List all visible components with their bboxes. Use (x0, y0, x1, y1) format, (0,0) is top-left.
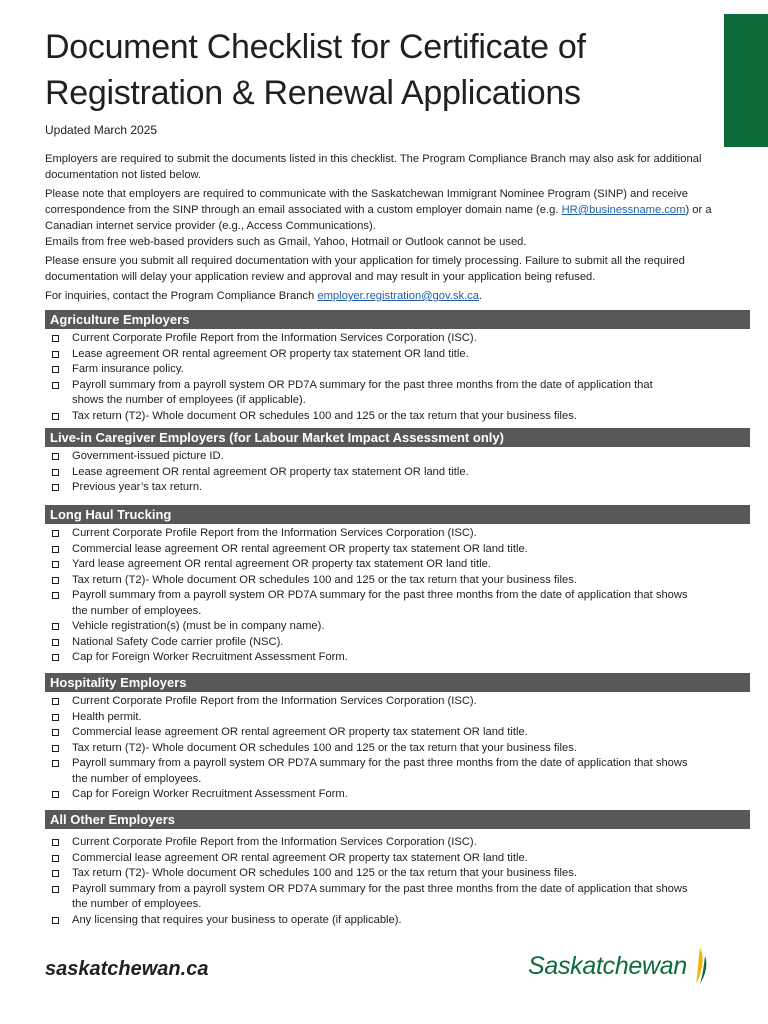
checklist-item (45, 362, 750, 378)
checklist-item-text: Commercial lease agreement OR rental agreement OR property tax statement OR land title. (72, 726, 528, 738)
checklist-item-text: Lease agreement OR rental agreement OR property tax statement OR land title. (72, 465, 469, 478)
checkbox[interactable] (52, 351, 59, 358)
checkbox[interactable] (52, 714, 59, 721)
checkbox[interactable] (52, 623, 59, 630)
checklist-item (45, 835, 750, 851)
checklist-item (45, 913, 750, 929)
checklist-item-text: Commercial lease agreement OR rental agreement OR property tax statement OR land title. (72, 851, 528, 864)
intro-p2-text-a: Please note that employers are required to communicate with the Saskatchewan Immigrant Nominee Program (SINP) and receive correspondence from the SINP through an email associated with a custom employer domain name (e.g. (45, 188, 688, 216)
checklist-item (45, 331, 750, 347)
section-heading: Live-in Caregiver Employers (for Labour Market Impact Assessment only) (45, 428, 750, 447)
checklist-item (45, 619, 750, 635)
section-live-in-caregiver (45, 428, 750, 496)
green-brand-tab (724, 14, 768, 147)
checkbox[interactable] (52, 917, 59, 924)
checklist-item-text: Previous year’s tax return. (72, 481, 203, 493)
checklist-item-text: Commercial lease agreement OR rental agreement OR property tax statement OR land title. (72, 542, 528, 555)
checklist-item (45, 588, 750, 619)
checklist-item-text: Yard lease agreement OR rental agreement OR property tax statement OR land title. (72, 558, 491, 570)
checklist (45, 835, 750, 928)
checklist-item-text: Vehicle registration(s) (must be in company name). (72, 620, 325, 632)
checkbox[interactable] (52, 530, 59, 537)
checklist-item-text: Payroll summary from a payroll system OR PD7A summary for the past three months from the date of application that shows the number of employees. (72, 589, 688, 617)
contact-email-link[interactable]: employer.registration@gov.sk.ca (317, 290, 479, 302)
checklist-item (45, 409, 750, 425)
section-heading: Agriculture Employers (45, 310, 750, 329)
checklist-item (45, 557, 750, 573)
checklist-item-text: Current Corporate Profile Report from the Information Services Corporation (ISC). (72, 527, 477, 539)
checklist-item (45, 542, 750, 558)
intro-p2-text-b: ) or a Canadian internet service provider (e.g., Access Communications). (45, 204, 712, 232)
checkbox[interactable] (52, 577, 59, 584)
checklist-item-text: Health permit. (72, 710, 142, 723)
page-title: Document Checklist for Certificate of Registration & Renewal Applications (45, 28, 586, 112)
intro-p4-text-b: . (479, 290, 483, 302)
example-email-link[interactable]: HR@businessname.com (561, 204, 686, 216)
checklist-item (45, 480, 750, 496)
checklist-item-text: Farm insurance policy. (72, 363, 184, 375)
checklist-item (45, 725, 750, 741)
intro-paragraph-1: Employers are required to submit the documents listed in this checklist. The Program Compliance Branch may also ask for additional documentation not listed below. (45, 153, 702, 181)
checklist-item-text: Cap for Foreign Worker Recruitment Assessment Form. (72, 788, 348, 800)
checklist-item-text: Current Corporate Profile Report from the Information Services Corporation (ISC). (72, 332, 477, 344)
checkbox[interactable] (52, 592, 59, 599)
intro-paragraph-2 (45, 186, 725, 250)
checklist-item-text: Payroll summary from a payroll system OR PD7A summary for the past three months from the date of application that shows the number of employees. (72, 882, 688, 910)
logo-wordmark: Saskatchewan (528, 952, 687, 980)
section-hospitality (45, 673, 750, 803)
checklist-item (45, 449, 750, 465)
checklist (45, 526, 750, 666)
intro-text (45, 151, 725, 307)
checkbox[interactable] (52, 654, 59, 661)
checklist-item (45, 465, 750, 481)
intro-paragraph-4 (45, 288, 725, 304)
intro-p4-text-a: For inquiries, contact the Program Compliance Branch (45, 290, 318, 302)
section-heading: All Other Employers (45, 810, 750, 829)
saskatchewan-logo (528, 946, 710, 986)
checkbox[interactable] (52, 791, 59, 798)
checklist (45, 331, 750, 424)
wheat-icon (688, 946, 710, 986)
checkbox[interactable] (52, 382, 59, 389)
checkbox[interactable] (52, 335, 59, 342)
checkbox[interactable] (52, 561, 59, 568)
checkbox[interactable] (52, 366, 59, 373)
checkbox[interactable] (52, 469, 59, 476)
checklist (45, 694, 750, 803)
checklist-item (45, 756, 750, 787)
checklist-item-text: Tax return (T2)- Whole document OR schedules 100 and 125 or the tax return that your business files. (72, 867, 577, 879)
checklist-item (45, 710, 750, 726)
section-all-other (45, 810, 750, 928)
section-heading: Hospitality Employers (45, 673, 750, 692)
checklist-item-text: Any licensing that requires your business to operate (if applicable). (72, 913, 402, 926)
checklist-item-text: Current Corporate Profile Report from the Information Services Corporation (ISC). (72, 836, 477, 848)
checklist-item (45, 694, 750, 710)
checkbox[interactable] (52, 484, 59, 491)
checkbox[interactable] (52, 639, 59, 646)
checkbox[interactable] (52, 413, 59, 420)
checklist-item (45, 787, 750, 803)
checklist-item-text: Payroll summary from a payroll system OR PD7A summary for the past three months from the date of application that shows the number of employees. (72, 757, 688, 785)
checklist-item-text: Tax return (T2)- Whole document OR schedules 100 and 125 or the tax return that your business files. (72, 741, 577, 754)
checklist-item-text: Tax return (T2)- Whole document OR schedules 100 and 125 or the tax return that your business files. (72, 573, 577, 586)
checkbox[interactable] (52, 546, 59, 553)
checklist-item-text: Government-issued picture ID. (72, 450, 224, 462)
checkbox[interactable] (52, 745, 59, 752)
checklist-item (45, 741, 750, 757)
checkbox[interactable] (52, 855, 59, 862)
checkbox[interactable] (52, 870, 59, 877)
checklist-item (45, 635, 750, 651)
checklist-item-text: Tax return (T2)- Whole document OR schedules 100 and 125 or the tax return that your business files. (72, 409, 577, 422)
checklist-item (45, 573, 750, 589)
section-agriculture (45, 310, 750, 424)
checklist-item-text: Lease agreement OR rental agreement OR property tax statement OR land title. (72, 347, 469, 360)
checkbox[interactable] (52, 698, 59, 705)
checklist-item (45, 882, 750, 913)
checklist-item (45, 650, 750, 666)
checklist-item (45, 347, 750, 363)
intro-p2-text-c: Emails from free web-based providers such as Gmail, Yahoo, Hotmail or Outlook cannot be used. (45, 236, 527, 248)
footer-website-url[interactable]: saskatchewan.ca (45, 958, 209, 980)
checkbox[interactable] (52, 886, 59, 893)
checklist-item (45, 866, 750, 882)
checkbox[interactable] (52, 729, 59, 736)
checklist-item (45, 378, 750, 409)
checkbox[interactable] (52, 453, 59, 460)
checklist (45, 449, 750, 496)
checklist-item-text: Payroll summary from a payroll system OR PD7A summary for the past three months from the date of application that shows the number of employees (if applicable). (72, 378, 653, 406)
section-long-haul-trucking (45, 505, 750, 666)
intro-paragraph-3: Please ensure you submit all required documentation with your application for timely processing. Failure to submit all the required documentation will delay your application review and approval and may result in your application being refused. (45, 255, 685, 283)
section-heading: Long Haul Trucking (45, 505, 750, 524)
checklist-item-text: National Safety Code carrier profile (NSC). (72, 635, 284, 648)
checklist-item (45, 526, 750, 542)
checkbox[interactable] (52, 760, 59, 767)
updated-date: Updated March 2025 (45, 123, 158, 137)
checkbox[interactable] (52, 839, 59, 846)
checklist-item-text: Cap for Foreign Worker Recruitment Assessment Form. (72, 651, 348, 663)
checklist-item (45, 851, 750, 867)
checklist-item-text: Current Corporate Profile Report from the Information Services Corporation (ISC). (72, 695, 477, 707)
